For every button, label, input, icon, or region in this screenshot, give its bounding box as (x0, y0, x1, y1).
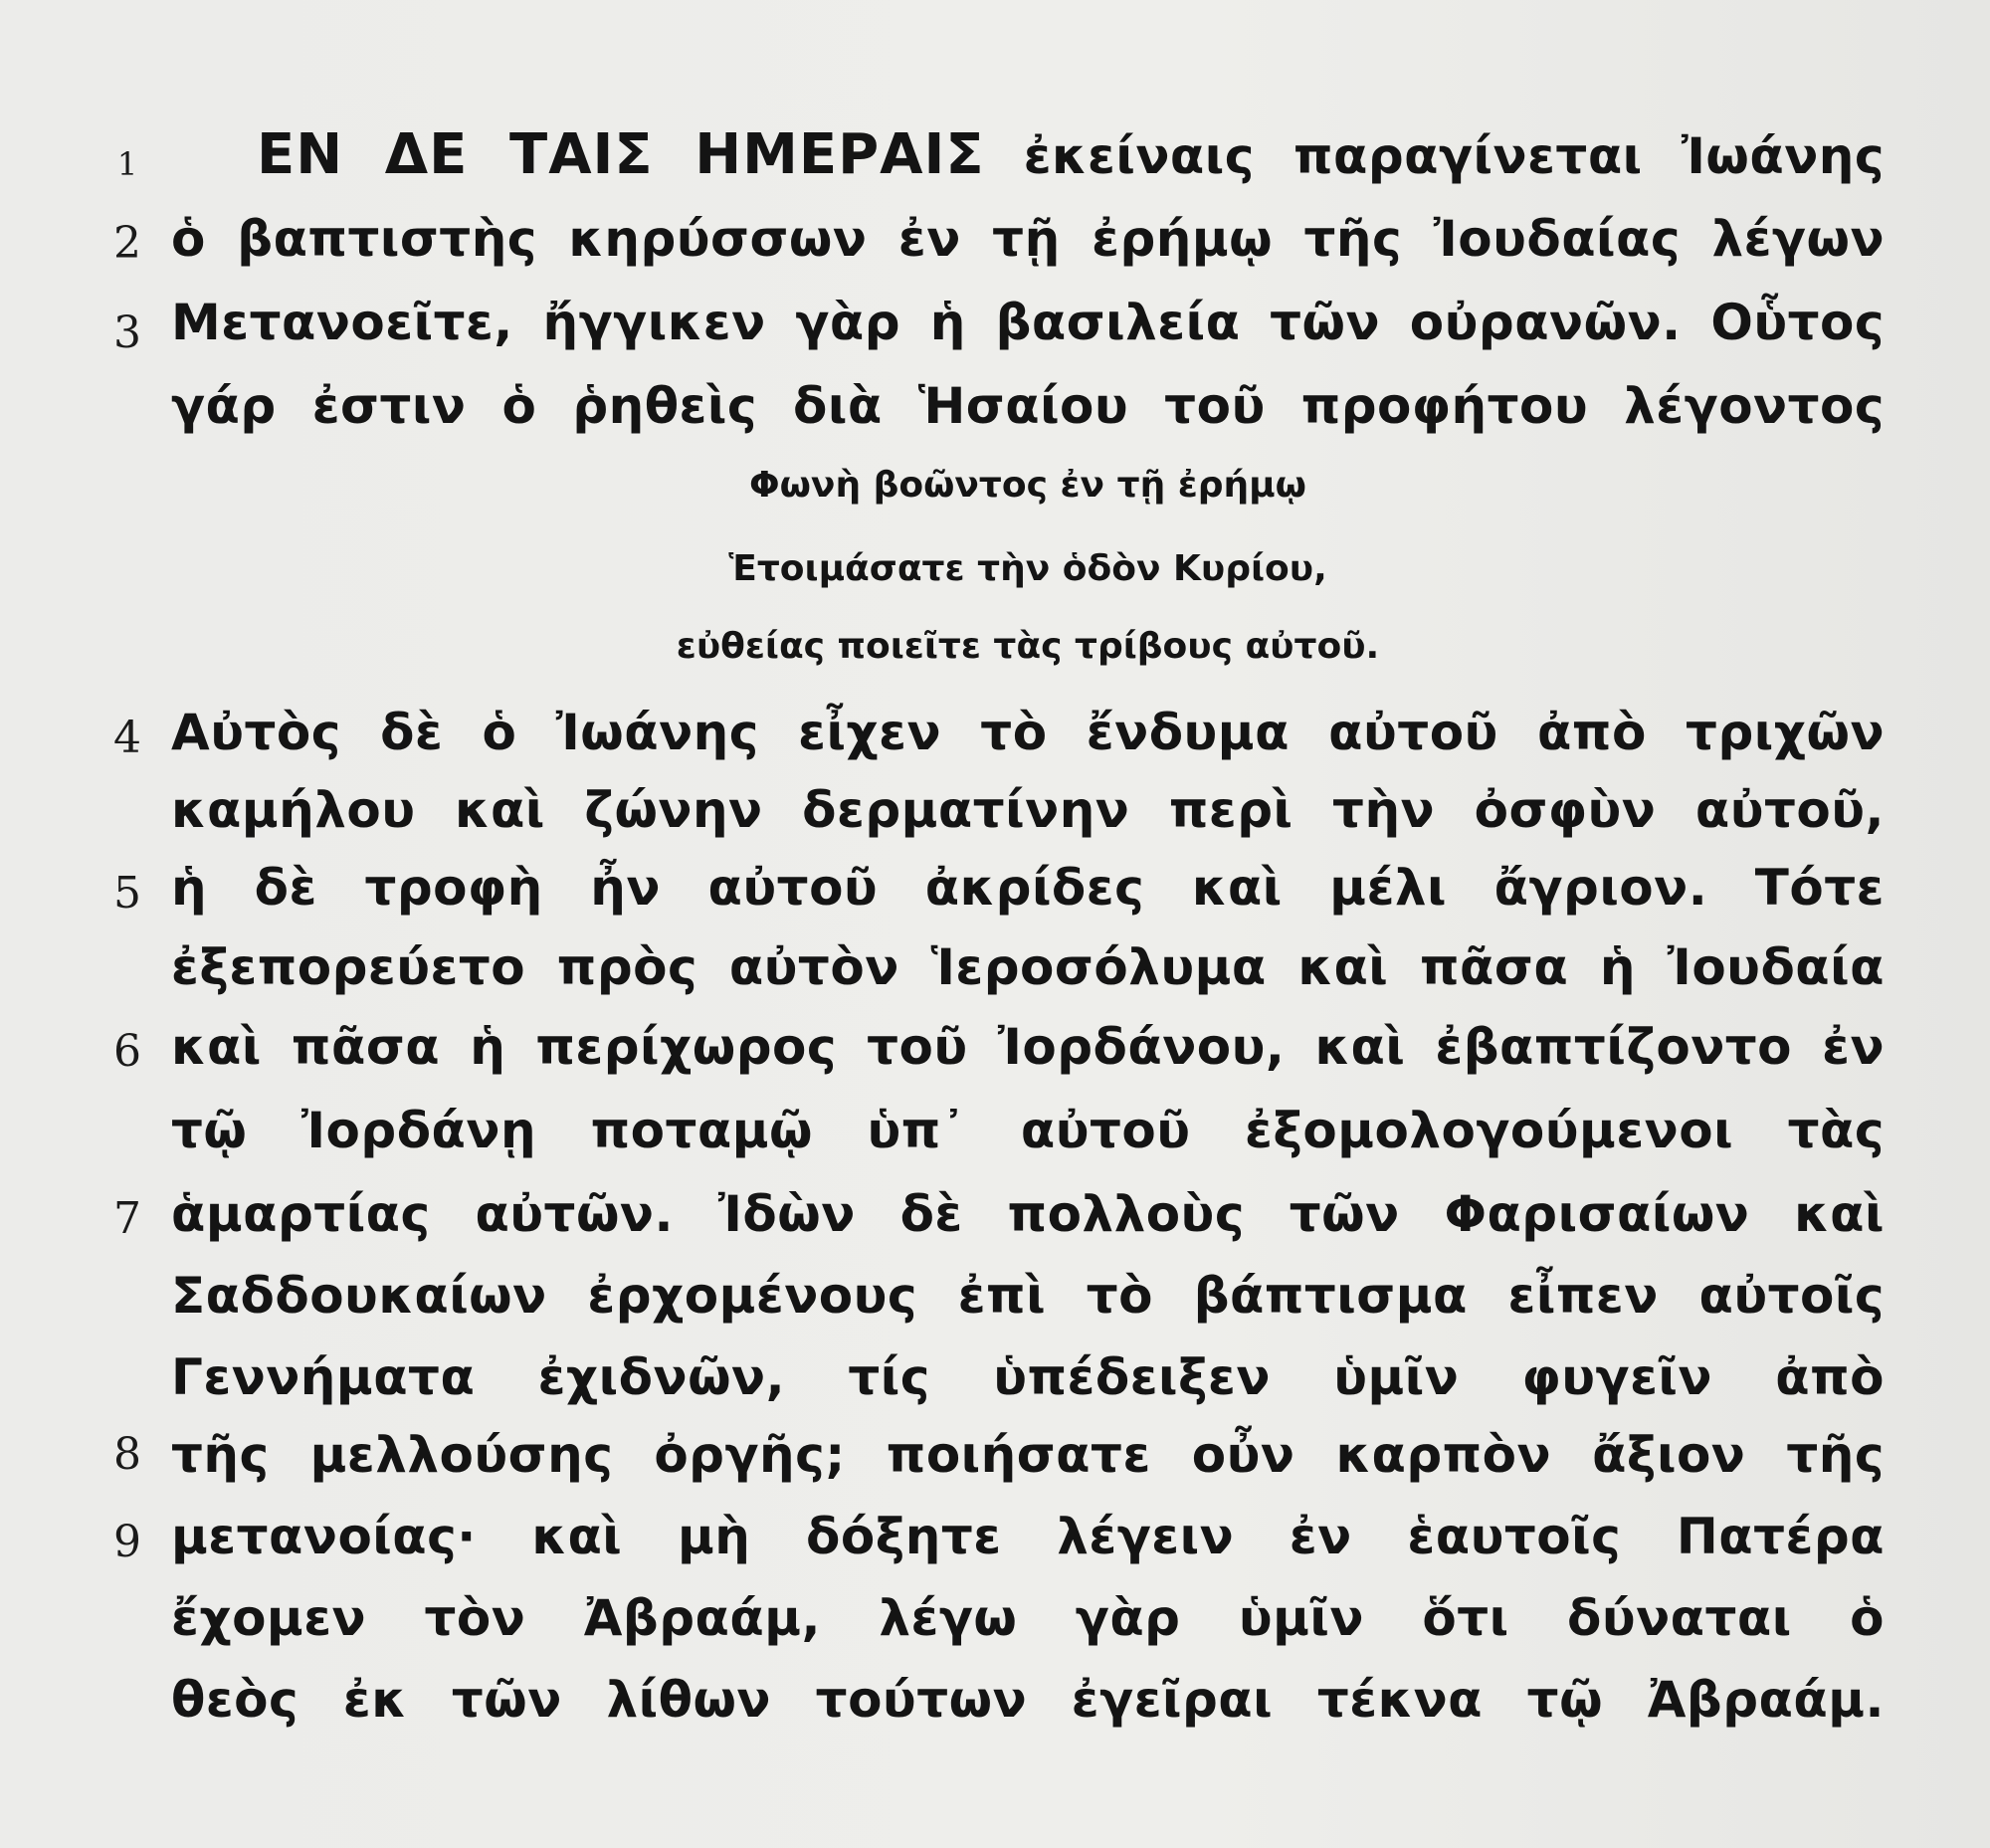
text-line-10: τῷ Ἰορδάνῃ ποταμῷ ὑπ᾽ αὐτοῦ ἐξομολογούμενοι τὰς (171, 1102, 1885, 1159)
verse-number-9: 9 (113, 1517, 141, 1567)
text-line-1 (257, 122, 1885, 187)
text-line-2: ὁ βαπτιστὴς κηρύσσων ἐν τῇ ἐρήμῳ τῆς Ἰουδαίας λέγων (171, 210, 1885, 268)
text-line-16: ἔχομεν τὸν Ἀβραάμ, λέγω γὰρ ὑμῖν ὅτι δύναται ὁ (171, 1589, 1885, 1647)
quotation-line-2: Ἑτοιμάσατε τὴν ὁδὸν Κυρίου, (728, 548, 1327, 589)
verse-number-2: 2 (113, 218, 141, 269)
verse-number-6: 6 (113, 1026, 141, 1077)
verse-number-3: 3 (113, 308, 141, 358)
verse-number-7: 7 (113, 1193, 141, 1244)
text-line-5: Αὐτὸς δὲ ὁ Ἰωάνης εἶχεν τὸ ἔνδυμα αὐτοῦ ἀπὸ τριχῶν (171, 704, 1885, 761)
text-line-4: γάρ ἐστιν ὁ ῥηθεὶς διὰ Ἡσαίου τοῦ προφήτου λέγοντος (171, 377, 1885, 435)
verse-number-1: 1 (116, 145, 138, 183)
text-line-7: ἡ δὲ τροφὴ ἦν αὐτοῦ ἀκρίδες καὶ μέλι ἄγριον. Τότε (171, 859, 1885, 917)
text-line-13: Γεννήματα ἐχιδνῶν, τίς ὑπέδειξεν ὑμῖν φυγεῖν ἀπὸ (171, 1348, 1885, 1406)
text-line-12: Σαδδουκαίων ἐρχομένους ἐπὶ τὸ βάπτισμα εἶπεν αὐτοῖς (171, 1267, 1885, 1325)
text-line-3: Μετανοεῖτε, ἤγγικεν γὰρ ἡ βασιλεία τῶν οὐρανῶν. Οὗτος (171, 294, 1885, 351)
opening-capitals: ΕΝ ΔΕ ΤΑΙΣ ΗΜΕΡΑΙΣ (257, 122, 985, 187)
text-line-17: θεὸς ἐκ τῶν λίθων τούτων ἐγεῖραι τέκνα τῷ Ἀβραάμ. (171, 1671, 1885, 1729)
text-line-9: καὶ πᾶσα ἡ περίχωρος τοῦ Ἰορδάνου, καὶ ἐβαπτίζοντο ἐν (171, 1018, 1885, 1076)
quotation-line-3: εὐθείας ποιεῖτε τὰς τρίβους αὐτοῦ. (676, 626, 1380, 667)
line-1-rest: ἐκείναις παραγίνεται Ἰωάνης (1023, 127, 1885, 185)
text-line-8: ἐξεπορεύετο πρὸς αὐτὸν Ἱεροσόλυμα καὶ πᾶσα ἡ Ἰουδαία (171, 938, 1885, 996)
text-line-6: καμήλου καὶ ζώνην δερματίνην περὶ τὴν ὀσφὺν αὐτοῦ, (171, 781, 1885, 839)
text-line-15: μετανοίας· καὶ μὴ δόξητε λέγειν ἐν ἑαυτοῖς Πατέρα (171, 1508, 1885, 1565)
verse-number-5: 5 (113, 868, 141, 919)
text-line-14: τῆς μελλούσης ὀργῆς; ποιήσατε οὖν καρπὸν ἄξιον τῆς (171, 1426, 1885, 1484)
text-line-11: ἁμαρτίας αὐτῶν. Ἰδὼν δὲ πολλοὺς τῶν Φαρισαίων καὶ (171, 1185, 1885, 1243)
verse-number-8: 8 (113, 1429, 141, 1480)
verse-number-4: 4 (113, 713, 141, 763)
quotation-line-1: Φωνὴ βοῶντος ἐν τῇ ἐρήμῳ (749, 465, 1306, 506)
